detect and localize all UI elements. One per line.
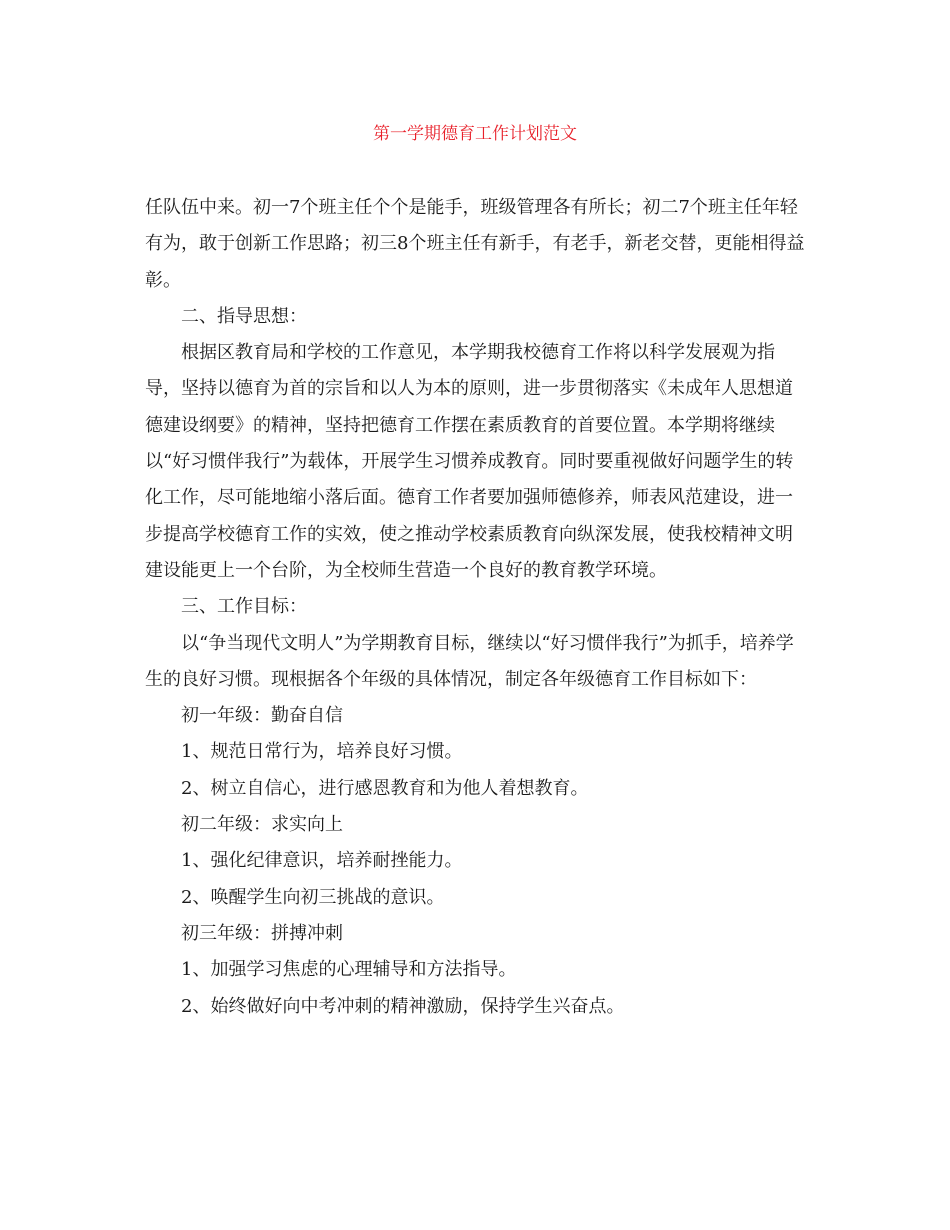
paragraph-guiding-ideology: 根据区教育局和学校的工作意见，本学期我校德育工作将以科学发展观为指导，坚持以德育为首的宗旨和以人为本的原则，进一步贯彻落实《未成年人思想道德建设纲要》的精神，坚持把德育工作摆在素质教育的首要位置。本学期将继续以“好习惯伴我行”为载体，开展学生习惯养成教育。同时要重视做好问题学生的转化工作，尽可能地缩小落后面。德育工作者要加强师德修养，师表风范建设，进一步提高学校德育工作的实效，使之推动学校素质教育向纵深发展，使我校精神文明建设能更上一个台阶，为全校师生营造一个良好的教育教学环境。 [145, 342, 794, 581]
list-item: 2、树立自信心，进行感恩教育和为他人着想教育。 [181, 777, 589, 799]
list-item: 2、始终做好向中考冲刺的精神激励，保持学生兴奋点。 [181, 995, 625, 1017]
list-item: 2、唤醒学生向初三挑战的意识。 [181, 886, 445, 908]
grade-heading-grade9: 初三年级：拼搏冲刺 [181, 922, 343, 944]
grade-heading-grade8: 初二年级：求实向上 [181, 814, 343, 836]
heading-guiding-ideology: 二、指导思想： [181, 305, 307, 327]
list-item: 1、规范日常行为，培养良好习惯。 [181, 741, 463, 763]
document-body [145, 190, 807, 1025]
paragraph-intro-continuation: 任队伍中来。初一7个班主任个个是能手，班级管理各有所长；初二7个班主任年轻有为，敢于创新工作思路；初三8个班主任有新手，有老手，新老交替，更能相得益彰。 [145, 197, 805, 291]
grade-heading-grade7: 初一年级：勤奋自信 [181, 705, 343, 727]
list-item: 1、加强学习焦虑的心理辅导和方法指导。 [181, 959, 517, 981]
paragraph-work-goals: 以“争当现代文明人”为学期教育目标，继续以“好习惯伴我行”为抓手，培养学生的良好习惯。现根据各个年级的具体情况，制定各年级德育工作目标如下： [145, 632, 794, 690]
document-title: 第一学期德育工作计划范文 [373, 124, 577, 144]
list-item: 1、强化纪律意识，培养耐挫能力。 [181, 850, 463, 872]
heading-work-goals: 三、工作目标： [181, 596, 307, 618]
